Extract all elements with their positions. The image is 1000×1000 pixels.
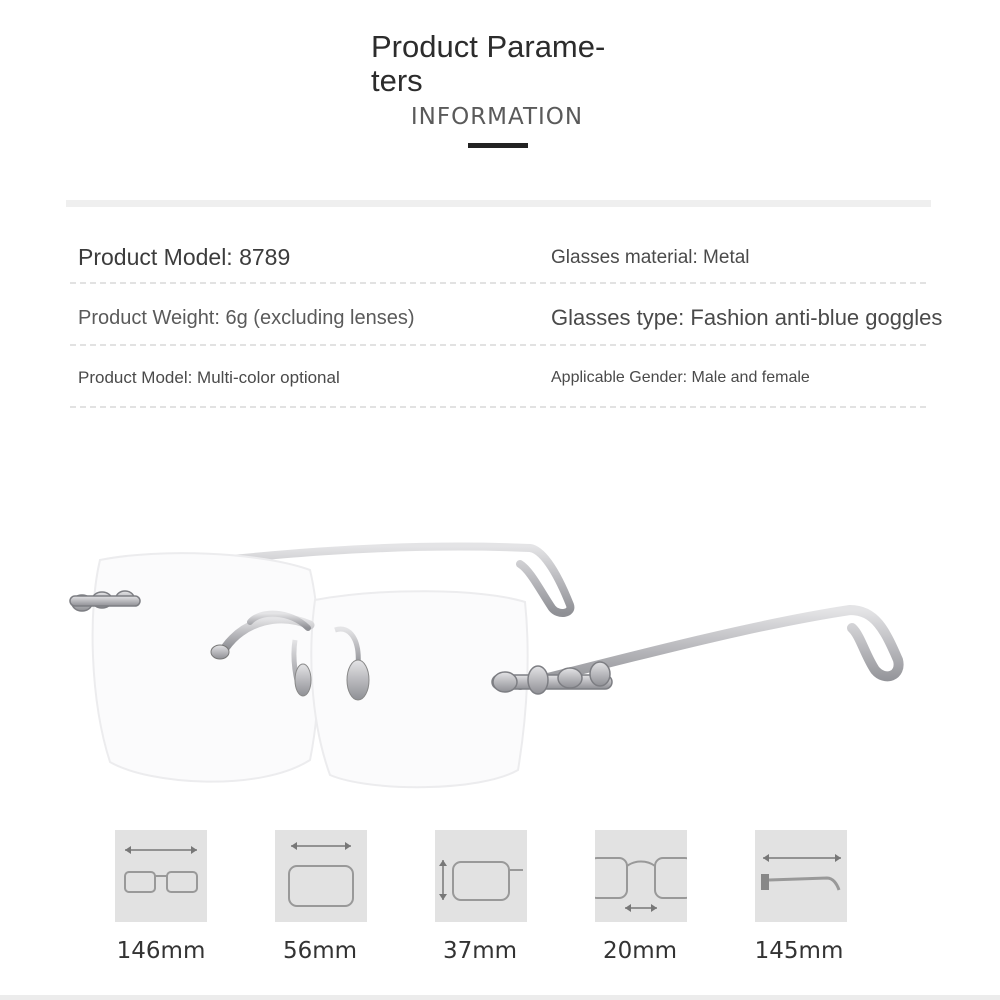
row-divider xyxy=(70,282,926,284)
param-product-weight: Product Weight: 6g (excluding lenses) xyxy=(78,307,415,329)
page-subtitle: INFORMATION xyxy=(410,104,584,130)
lens-height-label: 37mm xyxy=(442,938,518,964)
row-divider xyxy=(70,344,926,346)
section-divider xyxy=(66,200,931,207)
param-glasses-material: Glasses material: Metal xyxy=(551,247,750,268)
lens-height-icon xyxy=(435,830,527,922)
param-product-model: Product Model: 8789 xyxy=(78,244,291,270)
row-divider xyxy=(70,406,926,408)
param-glasses-type: Glasses type: Fashion anti-blue goggles xyxy=(551,305,943,330)
frame-width-label: 146mm xyxy=(116,938,206,964)
frame-width-icon xyxy=(115,830,207,922)
temple-length-label: 145mm xyxy=(754,938,844,964)
lens-width-icon xyxy=(275,830,367,922)
glasses-product-image xyxy=(60,530,940,800)
page-title: Product Parame- ters xyxy=(371,29,606,98)
bridge-width-icon xyxy=(595,830,687,922)
bridge-width-label: 20mm xyxy=(602,938,678,964)
param-applicable-gender: Applicable Gender: Male and female xyxy=(551,369,810,386)
title-underline xyxy=(468,143,528,148)
param-product-color: Product Model: Multi-color optional xyxy=(78,368,340,387)
bottom-border xyxy=(0,995,1000,1000)
temple-length-icon xyxy=(755,830,847,922)
lens-width-label: 56mm xyxy=(282,938,358,964)
